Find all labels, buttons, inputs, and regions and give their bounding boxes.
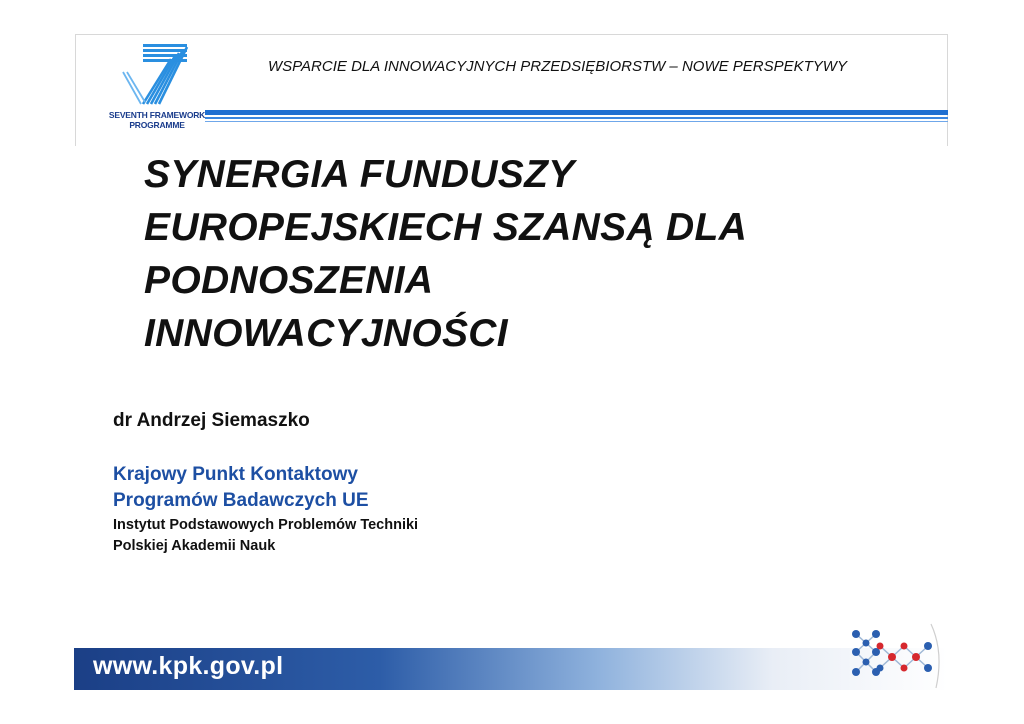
slide-title (144, 148, 904, 360)
header-rule-thick (205, 110, 948, 115)
fp7-caption-line2: PROGRAMME (129, 120, 185, 130)
title-line-3: PODNOSZENIA (144, 259, 434, 302)
title-line-2: EUROPEJSKIECH SZANSĄ DLA (144, 206, 748, 249)
institute-line-1: Instytut Podstawowych Problemów Techniki (113, 517, 419, 533)
organization-name (113, 462, 369, 514)
organization-line-2: Programów Badawczych UE (113, 490, 369, 511)
footer-url-link[interactable]: www.kpk.gov.pl (93, 652, 284, 680)
title-line-4: INNOWACYJNOŚCI (144, 312, 508, 355)
seventh-framework-programme-logo (107, 42, 207, 146)
header-tagline: WSPARCIE DLA INNOWACYJNYCH PRZEDSIĘBIORSTW – NOWE PERSPEKTYWY (268, 58, 847, 75)
kpk-network-logo (836, 622, 948, 690)
institute-line-2: Polskiej Akademii Nauk (113, 538, 276, 554)
author-name: dr Andrzej Siemaszko (113, 410, 310, 431)
fp7-logo-caption (105, 110, 209, 130)
institute-name (113, 515, 418, 557)
title-line-1: SYNERGIA FUNDUSZY (144, 153, 575, 196)
header-rule-thin (205, 121, 948, 122)
header-rule-medium (205, 117, 948, 119)
organization-line-1: Krajowy Punkt Kontaktowy (113, 464, 358, 485)
fp7-caption-line1: SEVENTH FRAMEWORK (108, 110, 206, 120)
